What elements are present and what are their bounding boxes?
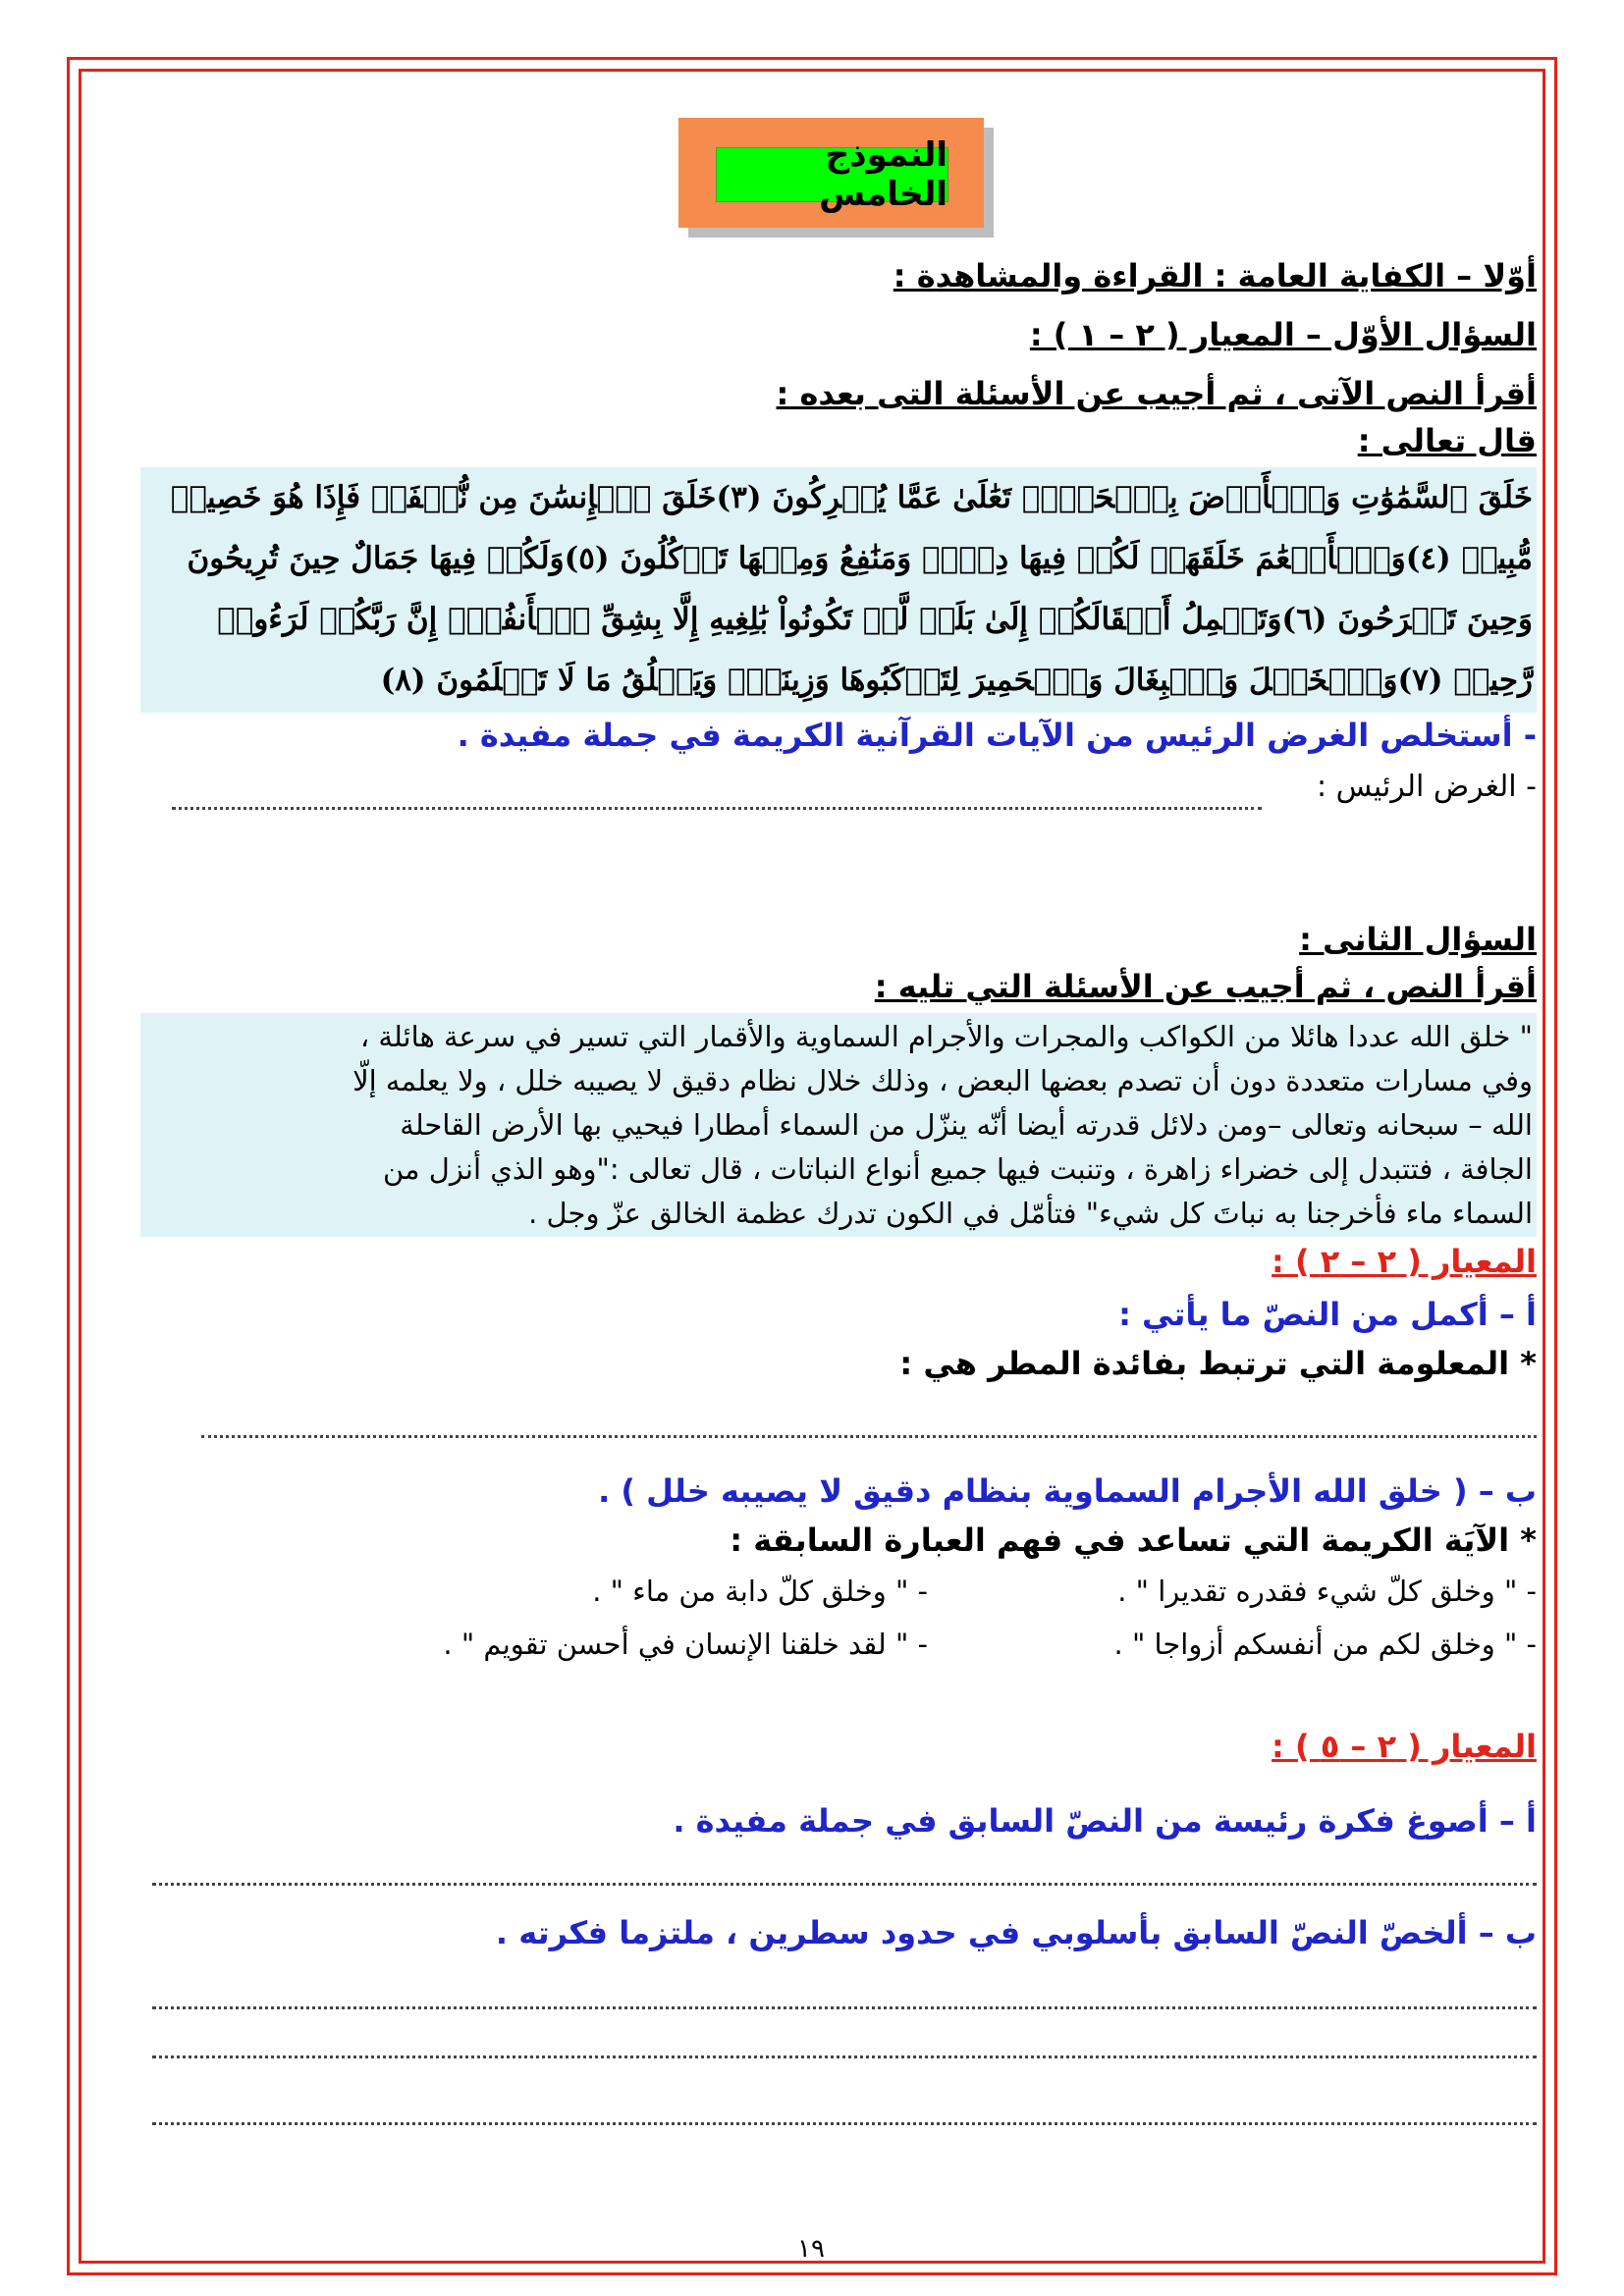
std1-b-label: ب – ( خلق الله الأجرام السماوية بنظام دقيق لا يصيبه خلل ) . xyxy=(598,1472,1537,1510)
q1-instruction: أقرأ النص الآتى ، ثم أجيب عن الأسئلة التى بعده : xyxy=(776,375,1537,412)
title-banner xyxy=(678,118,984,228)
option-2[interactable]: - " وخلق كلّ دابة من ماء " . xyxy=(592,1575,928,1608)
std2-b-label: ب – ألخصّ النصّ السابق بأسلوبي في حدود سطرين ، ملتزما فكرته . xyxy=(495,1914,1537,1951)
passage-line: الجافة ، فتتبدل إلى خضراء زاهرة ، وتنبت فيها جميع أنواع النباتات ، قال تعالى :"وهو الذي أنزل من xyxy=(382,1152,1533,1186)
verse-line: مُّبِينٞ (٤)وَٱلۡأَنۡعَٰمَ خَلَقَهَاۖ لَكُمۡ فِيهَا دِفۡءٞ وَمَنَٰفِعُ وَمِنۡهَا تَأۡكُلُونَ (٥)وَلَكُمۡ فِيهَا جَمَالٌ حِينَ تُرِيحُونَ xyxy=(187,541,1533,576)
std1-heading: المعيار ( ٢ – ٢ ) : xyxy=(1272,1243,1537,1280)
std1-b-item: * الآيَة الكريمة التي تساعد في فهم العبارة السابقة : xyxy=(730,1522,1537,1559)
answer-line[interactable] xyxy=(201,1435,1537,1438)
passage-line: وفي مسارات متعددة دون أن تصدم بعضها البعض ، وذلك خلال نظام دقيق لا يصيبه خلل ، ولا يعلمه إلّا xyxy=(352,1064,1533,1097)
std2-heading: المعيار ( ٢ – ٥ ) : xyxy=(1272,1728,1537,1765)
page-title: النموذج الخامس xyxy=(716,147,948,202)
std1-a-item: * المعلومة التي ترتبط بفائدة المطر هي : xyxy=(899,1345,1537,1382)
q1-answer-label: - الغرض الرئيس : xyxy=(1317,770,1537,804)
page-number: ١٩ xyxy=(797,2234,825,2264)
verse-line: رَّحِيمٞ (٧)وَٱلۡخَيۡلَ وَٱلۡبِغَالَ وَٱلۡحَمِيرَ لِتَرۡكَبُوهَا وَزِينَةٗۚ وَيَخۡلُقُ مَا لَا تَعۡلَمُونَ (٨) xyxy=(380,663,1533,698)
option-3[interactable]: - " وخلق لكم من أنفسكم أزواجا " . xyxy=(1113,1628,1537,1661)
section-heading: أوّلا – الكفاية العامة : القراءة والمشاهدة : xyxy=(893,257,1537,294)
answer-line[interactable] xyxy=(152,2006,1537,2009)
answer-line[interactable] xyxy=(172,807,1262,810)
option-1[interactable]: - " وخلق كلّ شيء فقدره تقديرا " . xyxy=(1117,1575,1537,1608)
q1-task: - أستخلص الغرض الرئيس من الآيات القرآنية الكريمة في جملة مفيدة . xyxy=(457,717,1537,754)
std1-a-label: أ – أكمل من النصّ ما يأتي : xyxy=(1118,1296,1537,1333)
verse-line: خَلَقَ ٱلسَّمَٰوَٰتِ وَٱلۡأَرۡضَ بِٱلۡحَقِّۚ تَعَٰلَىٰ عَمَّا يُشۡرِكُونَ (٣)خَلَقَ ٱلۡإِنسَٰنَ مِن نُّطۡفَةٖ فَإِذَا هُوَ خَصِيمٞ xyxy=(170,480,1533,515)
std2-a-label: أ – أصوغ فكرة رئيسة من النصّ السابق في جملة مفيدة . xyxy=(673,1802,1537,1840)
q2-heading: السؤال الثانى : xyxy=(1299,921,1537,958)
passage-line: " خلق الله عددا هائلا من الكواكب والمجرات والأجرام السماوية والأقمار التي تسير في سرعة هائلة ، xyxy=(359,1020,1533,1053)
reading-passage xyxy=(140,1013,1537,1237)
answer-line[interactable] xyxy=(152,2056,1537,2058)
option-4[interactable]: - " لقد خلقنا الإنسان في أحسن تقويم " . xyxy=(443,1628,928,1661)
quran-verses xyxy=(140,467,1537,713)
passage-line: السماء ماء فأخرجنا به نباتَ كل شيء" فتأمّل في الكون تدرك عظمة الخالق عزّ وجل . xyxy=(528,1197,1533,1230)
passage-line: الله – سبحانه وتعالى –ومن دلائل قدرته أيضا أنّه ينزّل من السماء أمطارا فيحيي بها الأرض القاحلة xyxy=(400,1108,1533,1142)
answer-line[interactable] xyxy=(152,2122,1537,2125)
q1-heading: السؤال الأوّل – المعيار ( ٢ – ١ ) : xyxy=(1029,316,1537,353)
q2-instruction: أقرأ النص ، ثم أجيب عن الأسئلة التي تليه : xyxy=(874,968,1537,1005)
verse-line: وَحِينَ تَسۡرَحُونَ (٦)وَتَحۡمِلُ أَثۡقَالَكُمۡ إِلَىٰ بَلَدٖ لَّمۡ تَكُونُواْ بَٰلِغِيهِ إِلَّا بِشِقِّ ٱلۡأَنفُسِۚ إِنَّ رَبَّكُمۡ لَرَءُوفٞ xyxy=(217,602,1533,637)
q1-intro: قال تعالى : xyxy=(1357,422,1537,459)
answer-line[interactable] xyxy=(152,1883,1537,1886)
